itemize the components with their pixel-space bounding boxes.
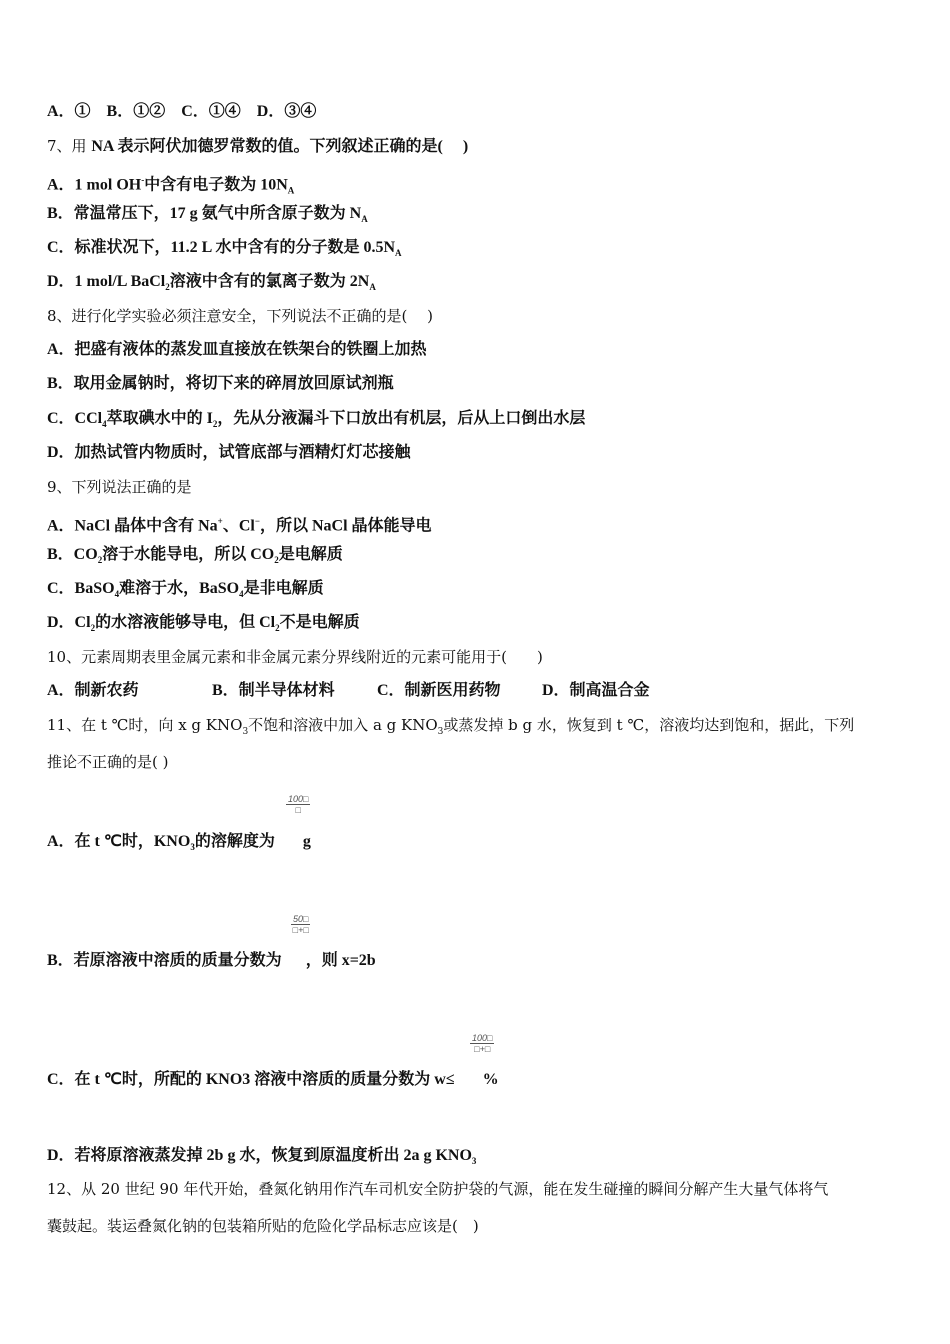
q11-option-a: [47, 832, 311, 857]
q7-option-c: [47, 238, 402, 263]
t: D．若将原溶液蒸发掉 2b g 水，恢复到原温度析出 2a g KNO: [47, 1147, 472, 1164]
t: A: [361, 214, 368, 225]
t: +: [217, 516, 223, 526]
t: A．NaCl 晶体中含有 Na: [47, 517, 218, 535]
t: 是非电解质: [243, 580, 324, 597]
t: 溶于水能导电，所以 CO: [102, 546, 275, 563]
t: 2: [274, 555, 279, 566]
t: 的溶解度为: [194, 833, 275, 850]
t: 溶液中含有的氯离子数为 2N: [169, 273, 370, 290]
t: 2: [97, 555, 103, 566]
q11-stem-line2: 推论不正确的是( ): [47, 753, 169, 771]
t: C．CCl: [47, 410, 103, 427]
t: ，先从分液漏斗下口放出有机层，后从上口倒出水层: [217, 410, 586, 427]
t: A: [287, 185, 295, 196]
q10-options: [47, 681, 650, 701]
t: B．CO: [47, 546, 98, 563]
t: 是电解质: [278, 546, 343, 563]
t: 的水溶液能够导电，但 Cl: [95, 614, 276, 631]
q10-option: C．制新医用药物: [377, 682, 501, 699]
t: B．若原溶液中溶质的质量分数为: [47, 952, 282, 969]
t: C．BaSO: [47, 580, 115, 597]
t: C．标准状况下，11.2 L 水中含有的分子数是 0.5N: [47, 239, 396, 256]
q9-stem: 9、下列说法正确的是: [47, 478, 192, 496]
q8-option-b: B．取用金属钠时，将切下来的碎屑放回原试剂瓶: [47, 375, 394, 392]
t: D．Cl: [47, 614, 91, 631]
q8-option-d: D．加热试管内物质时，试管底部与酒精灯灯芯接触: [47, 444, 411, 461]
q10-stem: 10、元素周期表里金属元素和非金属元素分界线附近的元素可能用于( ): [47, 648, 543, 666]
t: 3: [437, 727, 444, 737]
q9-option-b: [47, 545, 343, 570]
q9-option-a: [47, 511, 432, 536]
numerator: 100□: [288, 794, 309, 804]
q11-option-d: [47, 1146, 476, 1171]
t: C．在 t ℃时，所配的 KNO3 溶液中溶质的质量分数为 w≤: [47, 1071, 455, 1088]
t: -: [141, 175, 145, 185]
q9-option-d: [47, 613, 360, 638]
t: %: [482, 1071, 499, 1088]
t: 中含有电子数为 10N: [144, 176, 288, 194]
t: 3: [471, 1156, 477, 1167]
q7-option-a: [47, 170, 294, 201]
q9-option-c: [47, 579, 324, 604]
fraction: [291, 914, 310, 935]
denominator: □: [295, 805, 301, 815]
t: 表示阿伏加德罗常数的值。下列叙述正确的是( ): [113, 138, 469, 155]
q11-stem-line1: [47, 715, 854, 742]
t: 2: [275, 623, 280, 634]
numerator: 50□: [293, 914, 309, 924]
t: 2: [212, 419, 218, 430]
q8-stem: 8、进行化学实验必须注意安全，下列说法不正确的是( ): [47, 307, 434, 325]
t: B．常温常压下，17 g 氨气中所含原子数为 N: [47, 205, 362, 222]
t: 萃取碘水中的 I: [106, 410, 213, 427]
q7-option-b: [47, 204, 368, 229]
t: 4: [102, 419, 107, 430]
fraction: [286, 794, 310, 815]
t: ，则 x=2b: [305, 952, 376, 969]
t: 难溶于水，BaSO: [119, 580, 240, 597]
q10-option: A．制新农药: [47, 682, 139, 699]
t: g: [302, 833, 311, 850]
q7-stem: [47, 136, 468, 157]
q11-option-b: [47, 951, 376, 971]
q8-option-a: A．把盛有液体的蒸发皿直接放在铁架台的铁圈上加热: [47, 341, 427, 358]
t: 4: [114, 589, 120, 600]
t: 7、用: [47, 137, 92, 155]
t: A．1 mol OH: [47, 176, 142, 194]
t: 2: [90, 623, 96, 634]
q6-options: A．① B．①② C．①④ D．③④: [47, 103, 317, 120]
t: 4: [239, 589, 244, 600]
q10-option: B．制半导体材料: [212, 682, 335, 699]
t: 3: [190, 842, 195, 853]
t: D．1 mol/L BaCl: [47, 273, 166, 290]
t: ，所以 NaCl 晶体能导电: [259, 517, 432, 535]
t: −: [254, 516, 260, 526]
t: NA: [91, 138, 114, 155]
t: 或蒸发掉 b g 水，恢复到 t ℃，溶液均达到饱和，据此，下列: [443, 716, 855, 734]
t: 不饱和溶液中加入 a g KNO: [248, 716, 438, 734]
denominator: □+□: [474, 1044, 491, 1054]
numerator: 100□: [472, 1033, 493, 1043]
t: A: [369, 282, 376, 293]
q12-stem-line2: 囊鼓起。装运叠氮化钠的包装箱所贴的危险化学品标志应该是( ): [47, 1217, 479, 1235]
q12-stem-line1: 12、从 20 世纪 90 年代开始，叠氮化钠用作汽车司机安全防护袋的气源，能在发生碰撞的瞬间分解产生大量气体将气: [47, 1180, 829, 1198]
t: 11、在 t ℃时，向 x g KNO: [47, 716, 243, 734]
q10-option: D．制高温合金: [542, 682, 650, 699]
t: 、Cl: [222, 517, 255, 535]
t: 不是电解质: [279, 614, 360, 631]
q11-option-c: [47, 1070, 499, 1090]
t: 2: [165, 282, 170, 293]
t: 3: [242, 727, 249, 737]
denominator: □+□: [292, 925, 309, 935]
t: A．在 t ℃时，KNO: [47, 833, 191, 850]
t: A: [395, 248, 402, 259]
fraction: [470, 1033, 494, 1054]
q8-option-c: [47, 409, 585, 434]
q7-option-d: [47, 272, 376, 297]
